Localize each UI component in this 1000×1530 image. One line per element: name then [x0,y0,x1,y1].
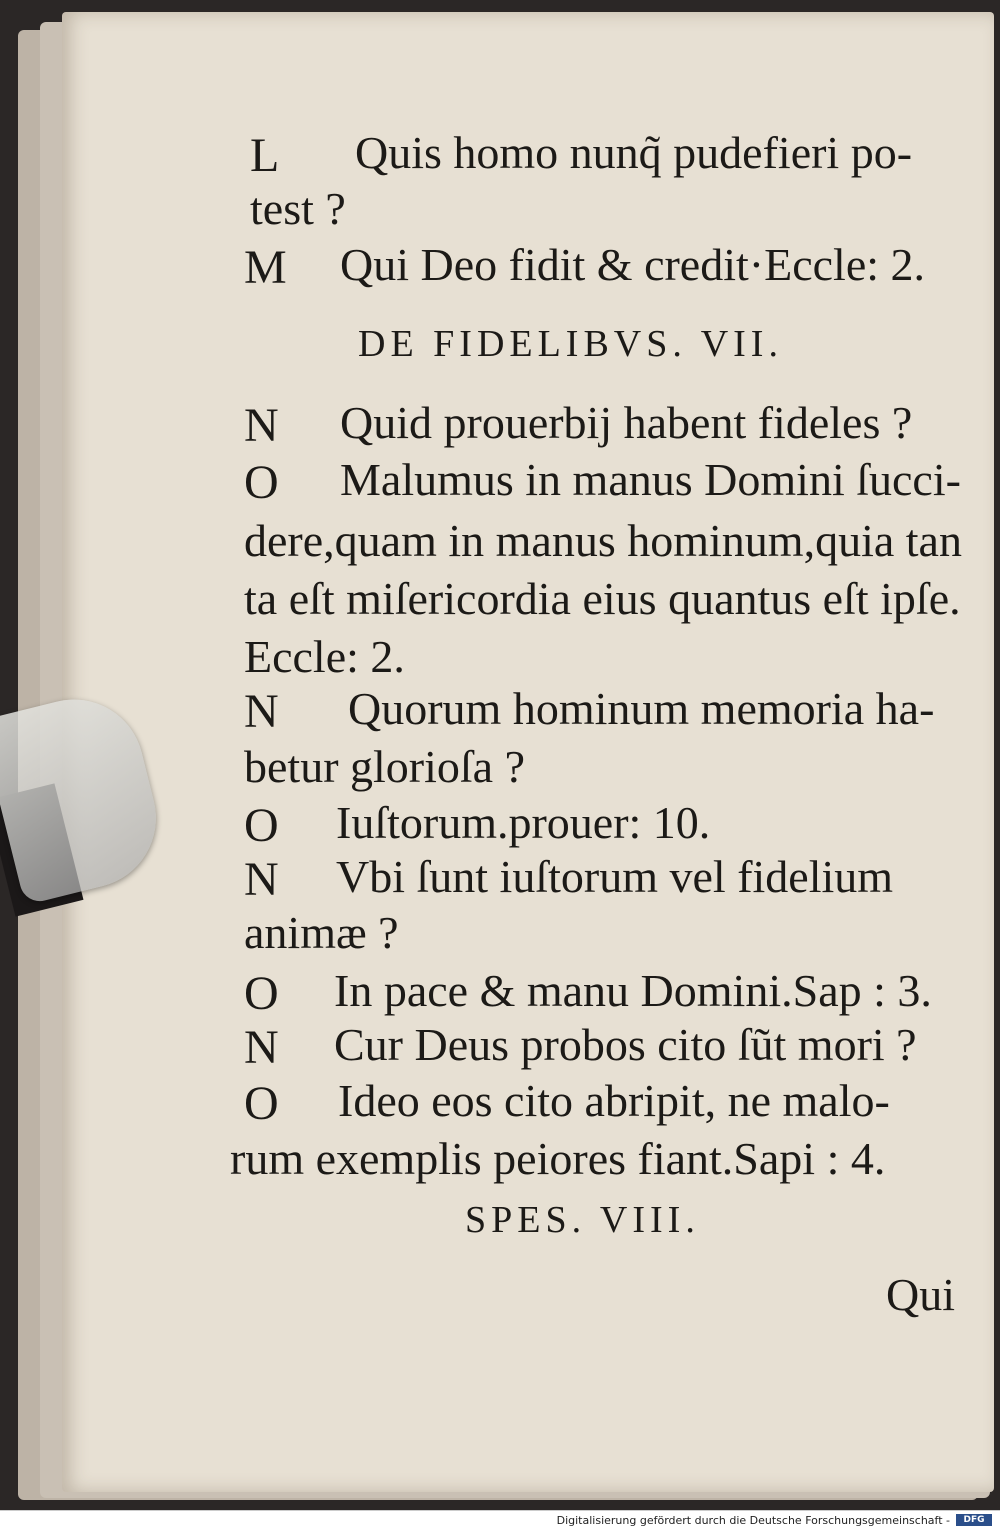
margin-letter: N [244,399,279,452]
text-line: dere,quam in manus hominum,quia tan [244,515,962,566]
text-line: ta eſt miſericordia eius quantus eſt ipſe. [244,573,961,624]
text-line: Quorum hominum memoria ha- [348,683,935,734]
text-line: Quis homo nunq̃ pudefieri po- [355,127,913,178]
margin-letter: O [244,799,279,852]
text-line: Malumus in manus Domini ſucci- [340,454,961,505]
margin-letter: O [244,456,279,509]
text-line: test ? [250,183,346,234]
footer-credit: Digitalisierung gefördert durch die Deutsche Forschungsgemeinschaft - [556,1514,950,1527]
text-line: In pace & manu Domini.Sap : 3. [334,965,932,1016]
text-line: Vbi ſunt iuſtorum vel fidelium [336,851,894,902]
text-line: Qui Deo fidit & credit·Eccle: 2. [340,239,926,290]
text-line: Ideo eos cito abripit, ne malo- [338,1075,890,1126]
margin-letter: M [244,241,287,294]
dfg-logo-icon: DFG [956,1514,992,1526]
text-line: Quid prouerbij habent fideles ? [340,397,913,448]
margin-letter: N [244,853,279,906]
catchword: Qui [886,1269,955,1320]
text-line: Iuſtorum.prouer: 10. [336,797,711,848]
margin-letter: O [244,1077,279,1130]
text-line: animæ ? [244,907,399,958]
footer-bar [0,1510,1000,1530]
text-line: Eccle: 2. [244,631,405,682]
margin-letter: O [244,967,279,1020]
section-heading: SPES. VIII. [465,1199,700,1241]
text-line: betur glorioſa ? [244,741,526,792]
section-heading: DE FIDELIBVS. VII. [358,323,783,365]
margin-letter: N [244,1021,279,1074]
text-line: Cur Deus probos cito ſũt mori ? [334,1019,917,1070]
text-line: rum exemplis peiores fiant.Sapi : 4. [230,1133,886,1184]
margin-letter: L [250,129,280,182]
margin-letter: N [244,685,279,738]
